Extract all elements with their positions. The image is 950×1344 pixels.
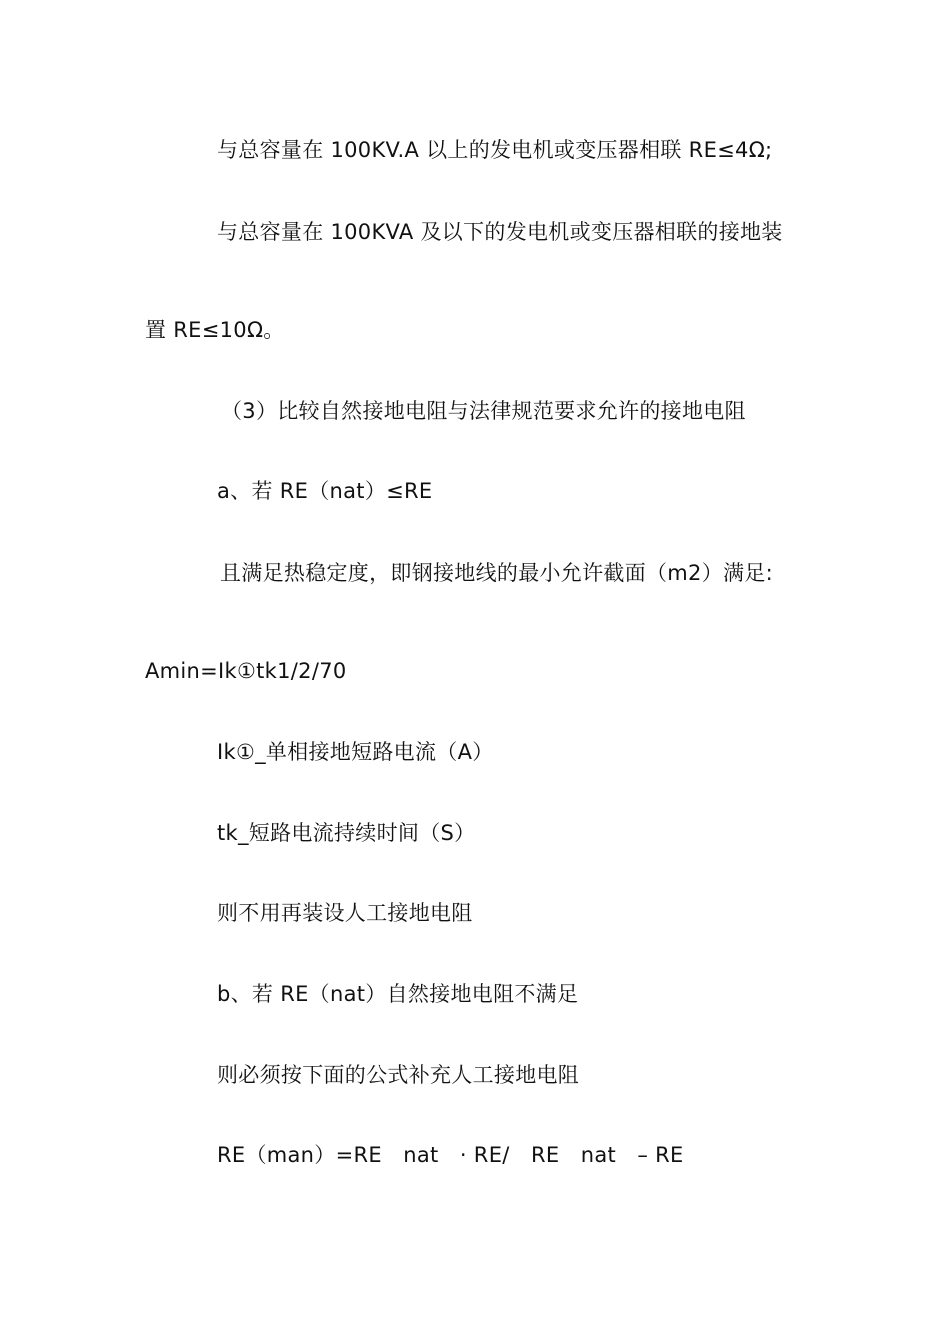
text-line-capacity-above-100kva: 与总容量在 100KV.A 以上的发电机或变压器相联 RE≤4Ω; bbox=[217, 138, 773, 162]
text-line-capacity-below-100kva: 与总容量在 100KVA 及以下的发电机或变压器相联的接地装 bbox=[217, 220, 783, 244]
text-line-amin-formula: Amin=Ik①tk1/2/70 bbox=[145, 659, 347, 683]
text-line-case-a: a、若 RE（nat）≤RE bbox=[217, 479, 433, 503]
text-line-no-artificial: 则不用再装设人工接地电阻 bbox=[217, 901, 473, 925]
text-line-tk-definition: tk_短路电流持续时间（S） bbox=[217, 821, 476, 845]
text-line-thermal-stability: 且满足热稳定度，即钢接地线的最小允许截面（m2）满足: bbox=[220, 561, 773, 585]
text-line-ik-definition: Ik①_单相接地短路电流（A） bbox=[217, 740, 494, 764]
text-line-case-b: b、若 RE（nat）自然接地电阻不满足 bbox=[217, 982, 579, 1006]
text-line-must-supplement: 则必须按下面的公式补充人工接地电阻 bbox=[217, 1063, 580, 1087]
text-line-section-3-heading: （3）比较自然接地电阻与法律规范要求允许的接地电阻 bbox=[221, 399, 746, 423]
text-line-re-man-formula: RE（man）=RE nat · RE/ RE nat – RE bbox=[217, 1143, 684, 1167]
text-line-capacity-below-100kva-cont: 置 RE≤10Ω。 bbox=[145, 318, 285, 342]
